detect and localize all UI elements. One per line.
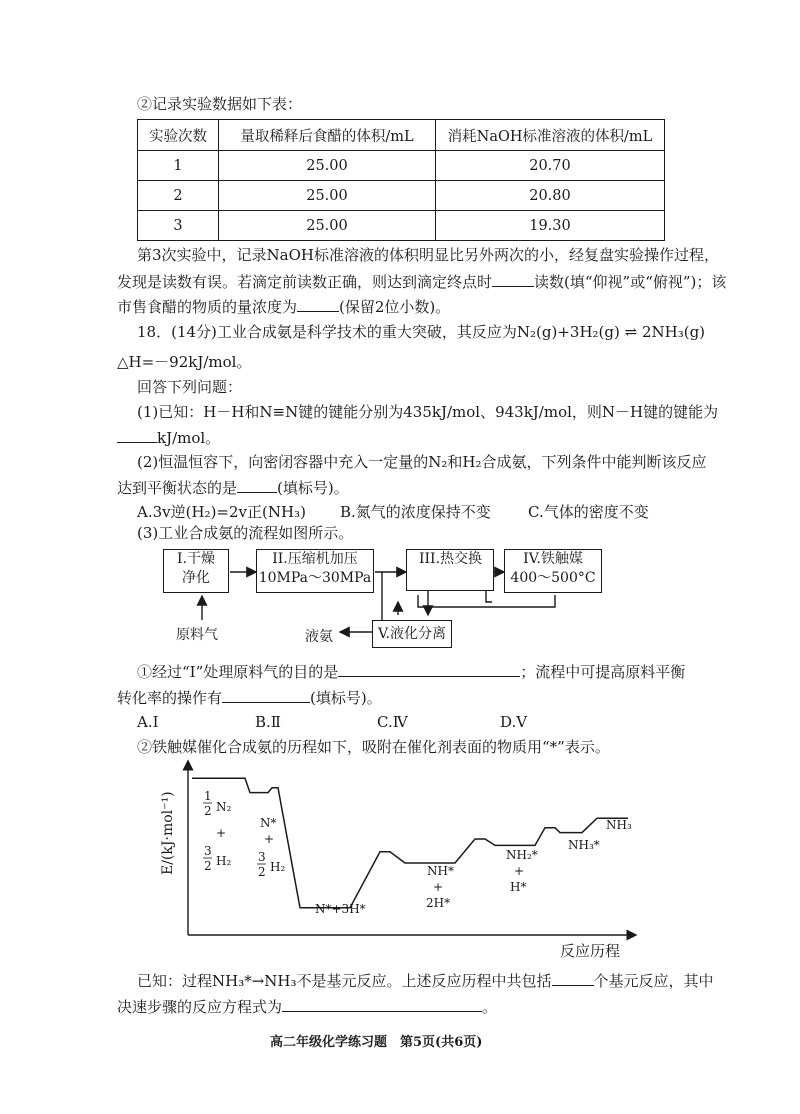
label-n2: 2: [204, 804, 212, 818]
text: (保留2位小数)。: [339, 298, 451, 316]
label-h: H*: [510, 880, 527, 894]
text: (填标号)。: [310, 689, 382, 707]
label-h2: H₂: [270, 860, 286, 874]
q18-part1-cont: [117, 427, 220, 448]
table-row: [138, 211, 665, 241]
text: 读数(填“仰视”或“俯视”)；该: [534, 273, 727, 291]
energy-profile-chart: [150, 755, 650, 965]
label-h2: 2: [204, 859, 212, 873]
answer-blank[interactable]: [282, 996, 482, 1012]
label-plus: +: [216, 826, 227, 840]
q18-part3: (3)工业合成氨的流程如图所示。: [137, 524, 354, 542]
q18-part2: (2)恒温恒容下，向密闭容器中充入一定量的N₂和H₂合成氨，下列条件中能判断该反应: [137, 453, 707, 471]
text: 个基元反应，其中: [593, 972, 714, 990]
table-row: [138, 181, 665, 211]
answer-blank[interactable]: [222, 687, 310, 703]
record-intro: ②记录实验数据如下表：: [137, 95, 303, 113]
feed-gas-label: 原料气: [176, 627, 218, 643]
cell: 25.00: [219, 151, 436, 181]
text: 净化: [182, 570, 210, 586]
record-paragraph-1: 第3次实验中，记录NaOH标准溶液的体积明显比另外两次的小，经复盘实验操作过程，: [137, 246, 719, 264]
cell: 20.80: [436, 181, 665, 211]
text: 已知：过程NH₃*→NH₃不是基元反应。上述反应历程中共包括: [137, 972, 552, 990]
tail-line2: [117, 996, 497, 1017]
record-paragraph-2: [117, 271, 726, 292]
tail-line1: [137, 970, 714, 991]
experiment-table: [137, 119, 665, 241]
option-b: B.氮气的浓度保持不变: [340, 503, 491, 521]
option-d: D.Ⅴ: [500, 713, 528, 731]
energy-curve: [192, 778, 628, 908]
label-n2: 1: [204, 789, 212, 803]
q18-ask: 回答下列问题：: [137, 378, 243, 396]
line: [486, 590, 492, 602]
box-iron-catalyst: [504, 549, 602, 593]
answer-blank[interactable]: [552, 970, 594, 986]
answer-blank[interactable]: [237, 477, 277, 493]
text: 发现是读数有误。若滴定前读数正确，则达到滴定终点时: [117, 273, 493, 291]
option-c: C.气体的密度不变: [528, 503, 649, 521]
table-row: [138, 151, 665, 181]
label-plus: +: [514, 864, 525, 878]
text: 市售食醋的物质的量浓度为: [117, 298, 298, 316]
text: ①经过“Ⅰ”处理原料气的目的是: [137, 663, 339, 681]
reaction-equation: N₂(g)+3H₂(g) ⇌ 2NH₃(g): [516, 323, 706, 341]
cell: 25.00: [219, 211, 436, 241]
answer-blank[interactable]: [117, 427, 157, 443]
q3-1-line1: [137, 661, 685, 682]
header-vinegar-volume: 量取稀释后食醋的体积/mL: [219, 120, 436, 151]
text: III.热交换: [419, 551, 483, 567]
y-axis-label: E/(kJ·mol⁻¹): [160, 791, 176, 875]
answer-blank[interactable]: [492, 271, 534, 287]
text: ；流程中可提高原料平衡: [520, 663, 686, 681]
label-2h: 2H*: [426, 896, 451, 910]
option-b: B.Ⅱ: [255, 713, 281, 731]
label-plus: +: [433, 880, 444, 894]
label-h2: H₂: [216, 854, 232, 868]
answer-blank[interactable]: [338, 661, 520, 677]
text: (填标号)。: [277, 479, 349, 497]
liquid-ammonia-label: 液氨: [305, 629, 333, 645]
option-a: A.Ⅰ: [137, 713, 159, 731]
label-n-star: N*: [260, 816, 277, 830]
q18-heading: [137, 322, 705, 342]
text: 决速步骤的反应方程式为: [117, 998, 283, 1016]
header-trial: 实验次数: [138, 120, 219, 151]
text: 10MPa～30MPa: [258, 570, 372, 586]
box-heat-exchange: [406, 549, 494, 591]
text: 转化率的操作有: [117, 689, 223, 707]
box-compressor: [256, 549, 374, 593]
text: 400～500°C: [510, 570, 596, 586]
label-nh: NH*: [427, 864, 454, 878]
cell: 1: [138, 151, 219, 181]
text: 达到平衡状态的是: [117, 479, 238, 497]
cell: 25.00: [219, 181, 436, 211]
text: kJ/mol。: [157, 429, 221, 447]
label-nh3-star: NH₃*: [568, 838, 600, 852]
box-drying: [163, 549, 229, 593]
option-a: A.3v逆(H₂)=2v正(NH₃): [137, 503, 306, 521]
table-header-row: [138, 120, 665, 151]
x-axis-label: 反应历程: [560, 942, 621, 960]
cell: 19.30: [436, 211, 665, 241]
text: II.压缩机加压: [272, 551, 358, 567]
header-naoh-volume: 消耗NaOH标准溶液的体积/mL: [436, 120, 665, 151]
label-h2: 3: [258, 850, 266, 864]
q3-2-intro: ②铁触媒催化合成氨的历程如下，吸附在催化剂表面的物质用“*”表示。: [137, 738, 610, 756]
text: 18．(14分)工业合成氨是科学技术的重大突破，其反应为: [137, 323, 517, 341]
cell: 2: [138, 181, 219, 211]
label-plus: +: [264, 832, 275, 846]
label-nh2: NH₂*: [506, 848, 538, 862]
label-h2: 3: [204, 844, 212, 858]
text: 。: [482, 998, 498, 1016]
text: IV.铁触媒: [523, 551, 583, 567]
q18-enthalpy: △H=－92kJ/mol。: [117, 353, 252, 371]
level-labels: [203, 789, 632, 916]
label-h2: 2: [258, 865, 266, 879]
cell: 20.70: [436, 151, 665, 181]
label-n-3h: N*+3H*: [315, 902, 366, 916]
option-c: C.Ⅳ: [377, 713, 408, 731]
label-nh3: NH₃: [606, 818, 632, 832]
q3-1-line2: [117, 687, 382, 708]
record-paragraph-3: [117, 296, 450, 317]
q18-part2-cont: [117, 477, 349, 498]
label-n2: N₂: [216, 800, 232, 814]
q18-part1: (1)已知：H－H和N≡N键的键能分别为435kJ/mol、943kJ/mol，则N－H键的键能为: [137, 403, 719, 421]
box-liquefaction: V.液化分离: [372, 620, 452, 648]
answer-blank[interactable]: [297, 296, 339, 312]
cell: 3: [138, 211, 219, 241]
text: I.干燥: [177, 551, 215, 567]
page-footer: 高二年级化学练习题 第5页(共6页): [270, 1035, 483, 1050]
